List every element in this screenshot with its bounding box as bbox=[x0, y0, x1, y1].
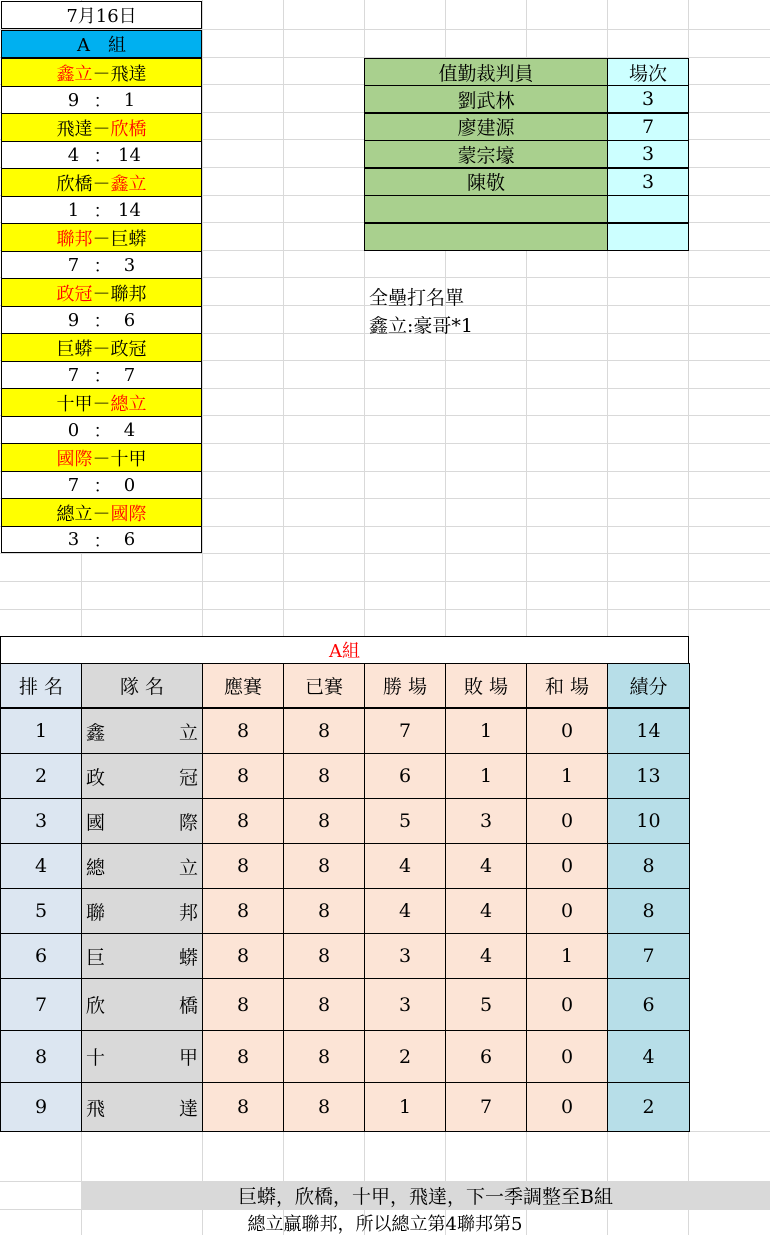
standings-win-cell[interactable]: 4 bbox=[364, 888, 446, 934]
standings-team-cell[interactable] bbox=[81, 843, 203, 889]
match-teams[interactable] bbox=[1, 278, 202, 306]
standings-rank-cell[interactable]: 2 bbox=[0, 753, 82, 799]
match-score[interactable] bbox=[1, 141, 202, 168]
score-colon: ： bbox=[93, 311, 112, 332]
match-score[interactable] bbox=[1, 306, 202, 333]
score-colon: ： bbox=[93, 366, 112, 387]
match-separator: － bbox=[92, 118, 111, 140]
header-draw[interactable]: 和 場 bbox=[526, 663, 608, 708]
match-separator: － bbox=[92, 448, 111, 470]
match-score[interactable] bbox=[1, 526, 202, 553]
referee-row bbox=[364, 195, 689, 223]
standings-points-cell[interactable]: 2 bbox=[607, 1082, 690, 1132]
team-name-char: 巨 bbox=[86, 946, 106, 969]
header-team[interactable]: 隊 名 bbox=[81, 663, 203, 708]
standings-played-cell[interactable]: 8 bbox=[283, 1082, 365, 1132]
standings-win-cell[interactable]: 7 bbox=[364, 708, 446, 754]
header-rank[interactable]: 排 名 bbox=[0, 663, 82, 708]
standings-loss-cell[interactable]: 5 bbox=[445, 978, 527, 1031]
team-name-char: 冠 bbox=[178, 766, 198, 789]
match-right-team: 總立 bbox=[110, 393, 147, 415]
match-left-team: 十甲 bbox=[56, 393, 93, 415]
standings-played-cell[interactable]: 8 bbox=[283, 843, 365, 889]
standings-loss-cell[interactable]: 7 bbox=[445, 1082, 527, 1132]
standings-team-cell[interactable] bbox=[81, 753, 203, 799]
standings-points-cell[interactable]: 8 bbox=[607, 843, 690, 889]
team-name-char: 際 bbox=[178, 811, 198, 834]
standings-points-cell[interactable]: 8 bbox=[607, 888, 690, 934]
match-left-team: 欣橋 bbox=[56, 173, 93, 195]
match-left-team: 政冠 bbox=[56, 283, 93, 305]
score-left: 0 bbox=[67, 419, 80, 441]
score-right: 1 bbox=[123, 89, 136, 111]
team-name-char: 邦 bbox=[178, 901, 198, 924]
standings-team-cell[interactable] bbox=[81, 933, 203, 979]
standings-loss-cell[interactable]: 1 bbox=[445, 753, 527, 799]
match-separator: － bbox=[92, 503, 111, 525]
referee-row bbox=[364, 140, 689, 168]
match-right-team: 飛達 bbox=[110, 63, 147, 85]
standings-played-cell[interactable]: 8 bbox=[283, 753, 365, 799]
score-colon: ： bbox=[93, 201, 112, 222]
team-name-char: 橋 bbox=[178, 995, 198, 1017]
standings-rank-cell[interactable]: 1 bbox=[0, 708, 82, 754]
grid-row-line bbox=[0, 553, 770, 554]
referee-name[interactable]: 蒙宗壕 bbox=[364, 140, 608, 168]
standings-played-cell[interactable]: 8 bbox=[283, 798, 365, 844]
match-teams[interactable] bbox=[1, 58, 202, 86]
standings-points-cell[interactable]: 14 bbox=[607, 708, 690, 754]
standings-played-cell[interactable]: 8 bbox=[283, 978, 365, 1031]
referee-name[interactable] bbox=[364, 223, 608, 251]
standings-rank-cell[interactable]: 4 bbox=[0, 843, 82, 889]
standings-loss-cell[interactable]: 6 bbox=[445, 1030, 527, 1083]
match-teams[interactable] bbox=[1, 333, 202, 361]
referee-name[interactable]: 劉武林 bbox=[364, 85, 608, 113]
match-right-team: 聯邦 bbox=[110, 283, 147, 305]
standings-win-cell[interactable]: 6 bbox=[364, 753, 446, 799]
team-name-char: 十 bbox=[86, 1047, 106, 1069]
standings-should-cell[interactable]: 8 bbox=[202, 753, 284, 799]
team-name-char: 總 bbox=[86, 856, 106, 879]
match-separator: － bbox=[92, 228, 111, 250]
standings-points-cell[interactable]: 4 bbox=[607, 1030, 690, 1083]
standings-points-cell[interactable]: 6 bbox=[607, 978, 690, 1031]
score-colon: ： bbox=[93, 256, 112, 277]
referee-header-count[interactable]: 場次 bbox=[607, 58, 689, 86]
standings-rank-cell[interactable]: 7 bbox=[0, 978, 82, 1031]
referee-count[interactable] bbox=[607, 195, 689, 223]
referee-row bbox=[364, 168, 689, 196]
referee-row bbox=[364, 223, 689, 251]
standings-should-cell[interactable]: 8 bbox=[202, 843, 284, 889]
standings-should-cell[interactable]: 8 bbox=[202, 1030, 284, 1083]
score-left: 7 bbox=[67, 364, 80, 386]
standings-should-cell[interactable]: 8 bbox=[202, 888, 284, 934]
standings-rank-cell[interactable]: 9 bbox=[0, 1082, 82, 1132]
group-cell[interactable]: A 組 bbox=[1, 30, 202, 58]
referee-count[interactable]: 3 bbox=[607, 140, 689, 168]
standings-loss-cell[interactable]: 4 bbox=[445, 888, 527, 934]
standings-should-cell[interactable]: 8 bbox=[202, 708, 284, 754]
team-name-char: 甲 bbox=[178, 1047, 198, 1069]
standings-loss-cell[interactable]: 4 bbox=[445, 843, 527, 889]
standings-draw-cell[interactable]: 0 bbox=[526, 1082, 608, 1132]
match-left-team: 國際 bbox=[56, 448, 93, 470]
standings-win-cell[interactable]: 2 bbox=[364, 1030, 446, 1083]
standings-points-cell[interactable]: 10 bbox=[607, 798, 690, 844]
standings-team-cell[interactable] bbox=[81, 978, 203, 1031]
standings-team-cell[interactable] bbox=[81, 888, 203, 934]
standings-played-cell[interactable]: 8 bbox=[283, 1030, 365, 1083]
referee-header-name[interactable]: 值勤裁判員 bbox=[364, 58, 608, 86]
match-teams[interactable] bbox=[1, 498, 202, 526]
match-score[interactable] bbox=[1, 416, 202, 443]
score-left: 7 bbox=[67, 254, 80, 276]
standings-loss-cell[interactable]: 3 bbox=[445, 798, 527, 844]
header-should[interactable]: 應賽 bbox=[202, 663, 284, 708]
header-points[interactable]: 績分 bbox=[607, 663, 690, 708]
match-right-team: 鑫立 bbox=[110, 173, 147, 195]
score-colon: ： bbox=[93, 530, 112, 552]
standings-should-cell[interactable]: 8 bbox=[202, 1082, 284, 1132]
referee-count[interactable]: 3 bbox=[607, 85, 689, 113]
match-left-team: 飛達 bbox=[56, 118, 93, 140]
match-separator: － bbox=[92, 393, 111, 415]
score-right: 7 bbox=[123, 364, 136, 386]
standings-loss-cell[interactable]: 4 bbox=[445, 933, 527, 979]
standings-played-cell[interactable]: 8 bbox=[283, 888, 365, 934]
standings-team-cell[interactable] bbox=[81, 708, 203, 754]
score-left: 3 bbox=[67, 529, 80, 550]
homerun-title[interactable]: 全壘打名單 bbox=[369, 287, 465, 309]
referee-count[interactable]: 3 bbox=[607, 168, 689, 196]
match-left-team: 鑫立 bbox=[56, 63, 93, 85]
team-name-char: 蟒 bbox=[178, 946, 198, 969]
score-right: 0 bbox=[123, 474, 136, 496]
team-name-char: 達 bbox=[178, 1097, 198, 1120]
team-name-char: 飛 bbox=[86, 1097, 106, 1120]
team-name-char: 鑫 bbox=[86, 721, 106, 744]
referee-row bbox=[364, 85, 689, 113]
date-cell[interactable]: 7月16日 bbox=[1, 1, 202, 29]
referee-name[interactable] bbox=[364, 195, 608, 223]
standings-should-cell[interactable]: 8 bbox=[202, 798, 284, 844]
match-teams[interactable] bbox=[1, 223, 202, 251]
score-colon: ： bbox=[93, 91, 112, 112]
standings-played-cell[interactable]: 8 bbox=[283, 708, 365, 754]
standings-draw-cell[interactable]: 0 bbox=[526, 978, 608, 1031]
team-name-char: 聯 bbox=[86, 901, 106, 924]
standings-win-cell[interactable]: 3 bbox=[364, 978, 446, 1031]
match-right-team: 國際 bbox=[110, 503, 147, 525]
match-separator: － bbox=[92, 173, 111, 195]
match-teams[interactable] bbox=[1, 113, 202, 141]
standings-win-cell[interactable]: 5 bbox=[364, 798, 446, 844]
score-right: 14 bbox=[118, 144, 141, 166]
standings-draw-cell[interactable]: 0 bbox=[526, 708, 608, 754]
score-colon: ： bbox=[93, 146, 112, 167]
header-win[interactable]: 勝 場 bbox=[364, 663, 446, 708]
referee-count[interactable]: 7 bbox=[607, 113, 689, 141]
header-loss[interactable]: 敗 場 bbox=[445, 663, 527, 708]
standings-loss-cell[interactable]: 1 bbox=[445, 708, 527, 754]
standings-team-cell[interactable] bbox=[81, 798, 203, 844]
match-right-team: 政冠 bbox=[110, 338, 147, 360]
match-separator: － bbox=[92, 63, 111, 85]
standings-team-cell[interactable] bbox=[81, 1030, 203, 1083]
match-right-team: 巨蟒 bbox=[110, 228, 147, 250]
referee-name[interactable]: 廖建源 bbox=[364, 113, 608, 141]
match-teams[interactable] bbox=[1, 443, 202, 471]
tiebreak-note[interactable]: 總立贏聯邦，所以總立第4聯邦第5 bbox=[247, 1213, 523, 1235]
standings-rank-cell[interactable]: 5 bbox=[0, 888, 82, 934]
score-left: 4 bbox=[67, 144, 80, 166]
score-right: 4 bbox=[123, 419, 136, 441]
score-left: 7 bbox=[67, 474, 80, 496]
match-teams[interactable] bbox=[1, 388, 202, 416]
match-score[interactable] bbox=[1, 251, 202, 278]
match-left-team: 總立 bbox=[56, 503, 93, 525]
team-name-char: 政 bbox=[86, 766, 106, 789]
grid-row-line bbox=[0, 581, 770, 582]
standings-points-cell[interactable]: 7 bbox=[607, 933, 690, 979]
standings-team-cell[interactable] bbox=[81, 1082, 203, 1132]
match-score[interactable] bbox=[1, 86, 202, 113]
match-separator: － bbox=[92, 283, 111, 305]
grid-row-line bbox=[0, 609, 770, 610]
standings-played-cell[interactable]: 8 bbox=[283, 933, 365, 979]
team-name-char: 國 bbox=[86, 811, 106, 834]
standings-title[interactable]: A組 bbox=[0, 636, 689, 663]
referee-name[interactable]: 陳敬 bbox=[364, 168, 608, 196]
match-left-team: 巨蟒 bbox=[56, 338, 93, 360]
standings-draw-cell[interactable]: 1 bbox=[526, 933, 608, 979]
standings-should-cell[interactable]: 8 bbox=[202, 933, 284, 979]
score-right: 14 bbox=[118, 199, 141, 221]
match-right-team: 欣橋 bbox=[110, 118, 147, 140]
header-played[interactable]: 已賽 bbox=[283, 663, 365, 708]
standings-rank-cell[interactable]: 6 bbox=[0, 933, 82, 979]
referee-count[interactable] bbox=[607, 223, 689, 251]
standings-rank-cell[interactable]: 3 bbox=[0, 798, 82, 844]
team-name-char: 欣 bbox=[86, 995, 106, 1017]
standings-draw-cell[interactable]: 0 bbox=[526, 1030, 608, 1083]
standings-win-cell[interactable]: 1 bbox=[364, 1082, 446, 1132]
score-left: 9 bbox=[67, 89, 80, 111]
score-left: 9 bbox=[67, 309, 80, 331]
match-separator: － bbox=[92, 338, 111, 360]
referee-row bbox=[364, 113, 689, 141]
match-score[interactable] bbox=[1, 471, 202, 498]
team-name-char: 立 bbox=[178, 856, 198, 879]
match-score[interactable] bbox=[1, 361, 202, 388]
homerun-entry[interactable]: 鑫立:豪哥*1 bbox=[369, 315, 473, 337]
score-left: 1 bbox=[67, 199, 80, 221]
score-right: 3 bbox=[123, 254, 136, 276]
score-colon: ： bbox=[93, 421, 112, 442]
score-colon: ： bbox=[93, 476, 112, 497]
standings-rank-cell[interactable]: 8 bbox=[0, 1030, 82, 1083]
match-right-team: 十甲 bbox=[110, 448, 147, 470]
standings-win-cell[interactable]: 3 bbox=[364, 933, 446, 979]
standings-draw-cell[interactable]: 0 bbox=[526, 843, 608, 889]
standings-win-cell[interactable]: 4 bbox=[364, 843, 446, 889]
standings-draw-cell[interactable]: 0 bbox=[526, 888, 608, 934]
score-right: 6 bbox=[123, 529, 136, 550]
standings-draw-cell[interactable]: 0 bbox=[526, 798, 608, 844]
standings-draw-cell[interactable]: 1 bbox=[526, 753, 608, 799]
score-right: 6 bbox=[123, 309, 136, 331]
relegation-note[interactable]: 巨蟒，欣橋，十甲，飛達，下一季調整至B組 bbox=[81, 1182, 770, 1209]
match-left-team: 聯邦 bbox=[56, 228, 93, 250]
standings-should-cell[interactable]: 8 bbox=[202, 978, 284, 1031]
team-name-char: 立 bbox=[178, 721, 198, 744]
match-teams[interactable] bbox=[1, 168, 202, 196]
standings-points-cell[interactable]: 13 bbox=[607, 753, 690, 799]
match-score[interactable] bbox=[1, 196, 202, 223]
